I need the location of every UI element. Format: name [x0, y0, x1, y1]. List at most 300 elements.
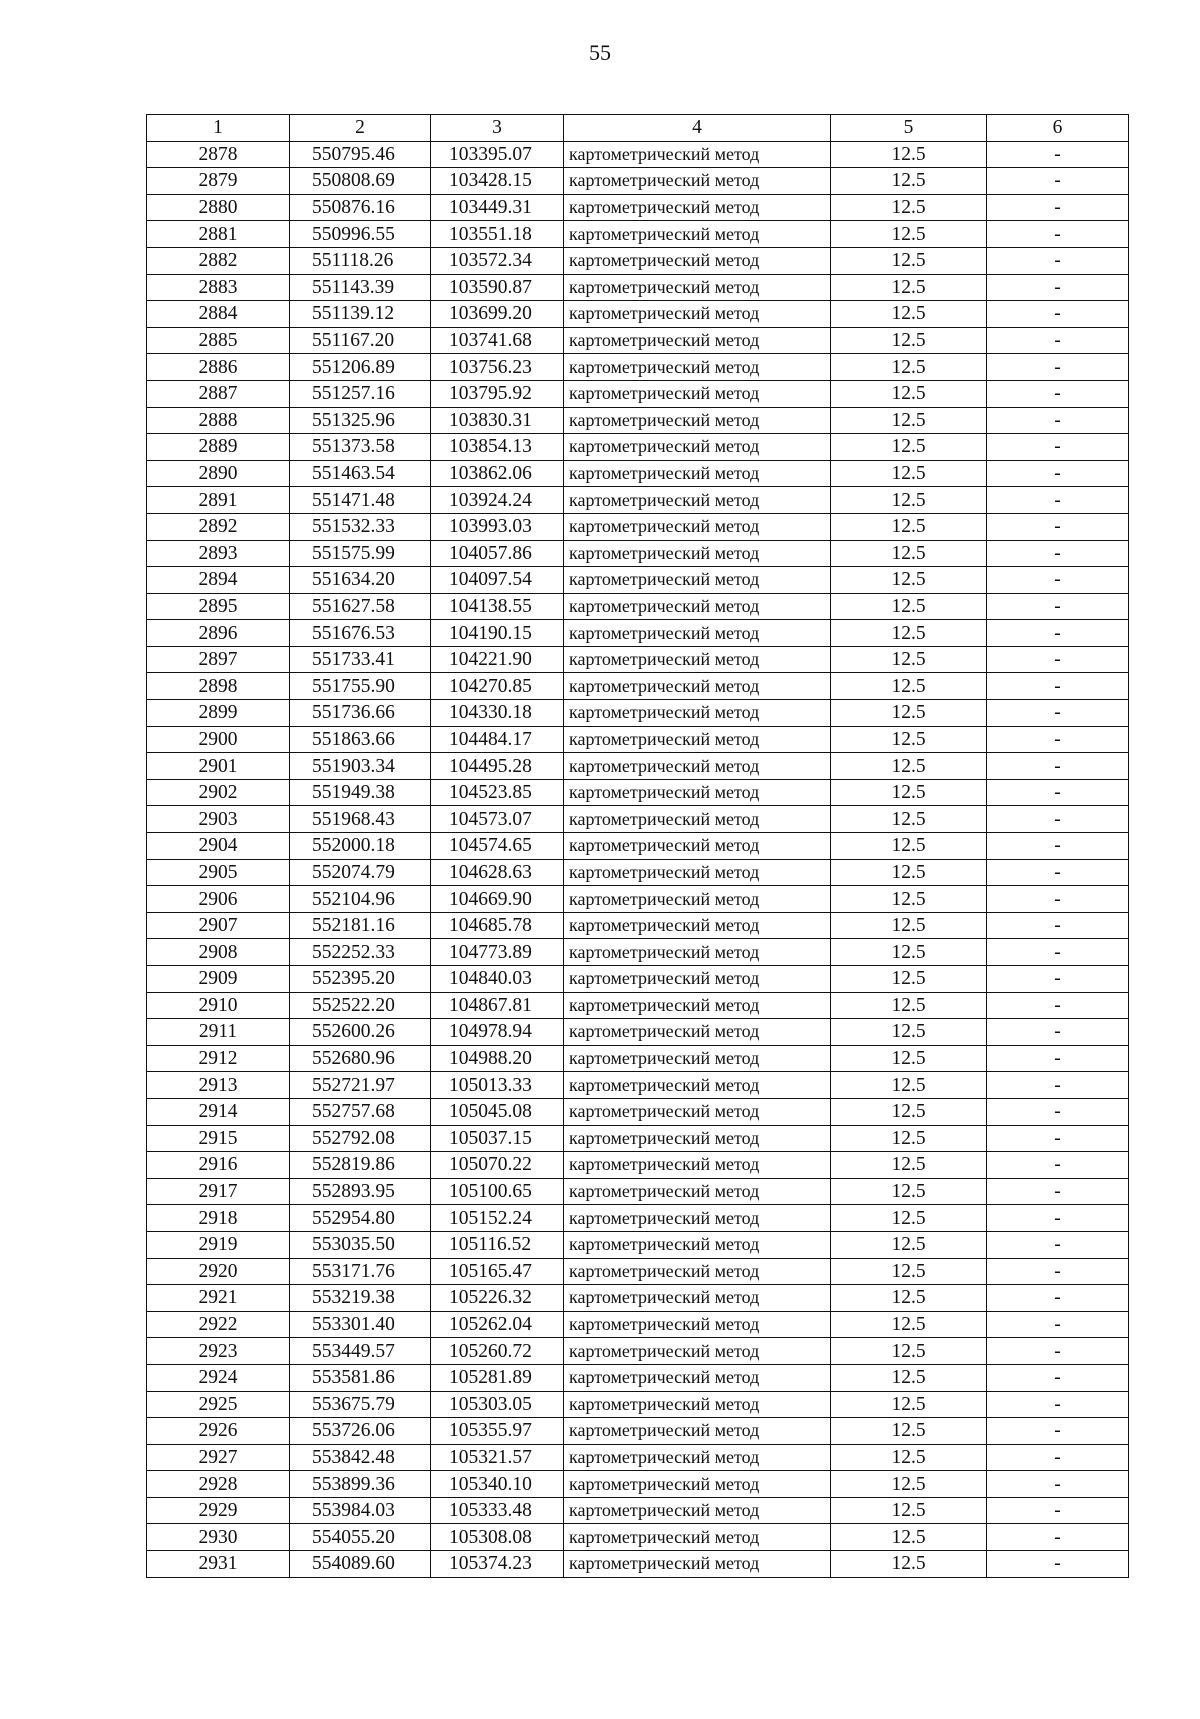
point-number-cell: 2878 — [147, 141, 290, 168]
table-row — [147, 540, 1129, 567]
table-row — [147, 1125, 1129, 1152]
point-number-cell: 2883 — [147, 274, 290, 301]
method-cell: картометрический метод — [564, 513, 831, 540]
method-cell: картометрический метод — [564, 992, 831, 1019]
method-cell: картометрический метод — [564, 593, 831, 620]
accuracy-cell: 12.5 — [831, 380, 987, 407]
x-coordinate-cell: 551118.26 — [290, 247, 431, 274]
accuracy-cell: 12.5 — [831, 620, 987, 647]
x-coordinate-cell: 551949.38 — [290, 779, 431, 806]
point-number-cell: 2915 — [147, 1125, 290, 1152]
note-cell: - — [987, 593, 1129, 620]
point-number-cell: 2879 — [147, 168, 290, 195]
table-row — [147, 460, 1129, 487]
x-coordinate-cell: 552104.96 — [290, 886, 431, 913]
method-cell: картометрический метод — [564, 1338, 831, 1365]
y-coordinate-cell: 104097.54 — [431, 567, 564, 594]
point-number-cell: 2919 — [147, 1231, 290, 1258]
y-coordinate-cell: 104330.18 — [431, 700, 564, 727]
note-cell: - — [987, 1231, 1129, 1258]
method-cell: картометрический метод — [564, 460, 831, 487]
x-coordinate-cell: 551733.41 — [290, 646, 431, 673]
note-cell: - — [987, 407, 1129, 434]
method-cell: картометрический метод — [564, 646, 831, 673]
point-number-cell: 2890 — [147, 460, 290, 487]
accuracy-cell: 12.5 — [831, 540, 987, 567]
point-number-cell: 2882 — [147, 247, 290, 274]
table-row — [147, 567, 1129, 594]
table-row — [147, 673, 1129, 700]
point-number-cell: 2907 — [147, 912, 290, 939]
y-coordinate-cell: 103862.06 — [431, 460, 564, 487]
table-body — [147, 141, 1129, 1577]
y-coordinate-cell: 104840.03 — [431, 966, 564, 993]
point-number-cell: 2928 — [147, 1471, 290, 1498]
y-coordinate-cell: 105116.52 — [431, 1231, 564, 1258]
note-cell: - — [987, 1205, 1129, 1232]
x-coordinate-cell: 552074.79 — [290, 859, 431, 886]
x-coordinate-cell: 552252.33 — [290, 939, 431, 966]
y-coordinate-cell: 105321.57 — [431, 1444, 564, 1471]
column-header-2: 2 — [290, 115, 431, 142]
accuracy-cell: 12.5 — [831, 779, 987, 806]
point-number-cell: 2898 — [147, 673, 290, 700]
x-coordinate-cell: 553842.48 — [290, 1444, 431, 1471]
y-coordinate-cell: 103590.87 — [431, 274, 564, 301]
accuracy-cell: 12.5 — [831, 859, 987, 886]
note-cell: - — [987, 221, 1129, 248]
method-cell: картометрический метод — [564, 1152, 831, 1179]
method-cell: картометрический метод — [564, 1364, 831, 1391]
note-cell: - — [987, 354, 1129, 381]
table-row — [147, 912, 1129, 939]
x-coordinate-cell: 553219.38 — [290, 1285, 431, 1312]
y-coordinate-cell: 105333.48 — [431, 1497, 564, 1524]
x-coordinate-cell: 551206.89 — [290, 354, 431, 381]
x-coordinate-cell: 554089.60 — [290, 1551, 431, 1578]
accuracy-cell: 12.5 — [831, 354, 987, 381]
point-number-cell: 2913 — [147, 1072, 290, 1099]
accuracy-cell: 12.5 — [831, 1471, 987, 1498]
note-cell: - — [987, 1045, 1129, 1072]
x-coordinate-cell: 552792.08 — [290, 1125, 431, 1152]
point-number-cell: 2902 — [147, 779, 290, 806]
y-coordinate-cell: 104221.90 — [431, 646, 564, 673]
y-coordinate-cell: 103428.15 — [431, 168, 564, 195]
x-coordinate-cell: 553301.40 — [290, 1311, 431, 1338]
table-row — [147, 966, 1129, 993]
table-row — [147, 1444, 1129, 1471]
accuracy-cell: 12.5 — [831, 992, 987, 1019]
method-cell: картометрический метод — [564, 1045, 831, 1072]
note-cell: - — [987, 1178, 1129, 1205]
y-coordinate-cell: 104978.94 — [431, 1019, 564, 1046]
table-row — [147, 992, 1129, 1019]
coordinates-table — [146, 114, 1129, 1578]
method-cell: картометрический метод — [564, 700, 831, 727]
x-coordinate-cell: 553449.57 — [290, 1338, 431, 1365]
method-cell: картометрический метод — [564, 380, 831, 407]
note-cell: - — [987, 1258, 1129, 1285]
point-number-cell: 2885 — [147, 327, 290, 354]
point-number-cell: 2924 — [147, 1364, 290, 1391]
x-coordinate-cell: 552819.86 — [290, 1152, 431, 1179]
table-row — [147, 859, 1129, 886]
accuracy-cell: 12.5 — [831, 194, 987, 221]
method-cell: картометрический метод — [564, 1285, 831, 1312]
method-cell: картометрический метод — [564, 1178, 831, 1205]
x-coordinate-cell: 551968.43 — [290, 806, 431, 833]
y-coordinate-cell: 103830.31 — [431, 407, 564, 434]
point-number-cell: 2896 — [147, 620, 290, 647]
accuracy-cell: 12.5 — [831, 141, 987, 168]
point-number-cell: 2908 — [147, 939, 290, 966]
point-number-cell: 2895 — [147, 593, 290, 620]
note-cell: - — [987, 1019, 1129, 1046]
note-cell: - — [987, 194, 1129, 221]
accuracy-cell: 12.5 — [831, 1205, 987, 1232]
x-coordinate-cell: 553899.36 — [290, 1471, 431, 1498]
point-number-cell: 2886 — [147, 354, 290, 381]
y-coordinate-cell: 103551.18 — [431, 221, 564, 248]
point-number-cell: 2888 — [147, 407, 290, 434]
method-cell: картометрический метод — [564, 1258, 831, 1285]
note-cell: - — [987, 1338, 1129, 1365]
note-cell: - — [987, 1444, 1129, 1471]
method-cell: картометрический метод — [564, 1391, 831, 1418]
y-coordinate-cell: 104773.89 — [431, 939, 564, 966]
y-coordinate-cell: 105374.23 — [431, 1551, 564, 1578]
note-cell: - — [987, 1285, 1129, 1312]
x-coordinate-cell: 551863.66 — [290, 726, 431, 753]
x-coordinate-cell: 551903.34 — [290, 753, 431, 780]
accuracy-cell: 12.5 — [831, 1285, 987, 1312]
point-number-cell: 2925 — [147, 1391, 290, 1418]
accuracy-cell: 12.5 — [831, 460, 987, 487]
point-number-cell: 2901 — [147, 753, 290, 780]
note-cell: - — [987, 1125, 1129, 1152]
x-coordinate-cell: 553581.86 — [290, 1364, 431, 1391]
y-coordinate-cell: 104573.07 — [431, 806, 564, 833]
accuracy-cell: 12.5 — [831, 726, 987, 753]
x-coordinate-cell: 551755.90 — [290, 673, 431, 700]
accuracy-cell: 12.5 — [831, 1497, 987, 1524]
accuracy-cell: 12.5 — [831, 327, 987, 354]
table-row — [147, 1497, 1129, 1524]
y-coordinate-cell: 103854.13 — [431, 434, 564, 461]
method-cell: картометрический метод — [564, 1497, 831, 1524]
y-coordinate-cell: 104685.78 — [431, 912, 564, 939]
accuracy-cell: 12.5 — [831, 912, 987, 939]
method-cell: картометрический метод — [564, 274, 831, 301]
method-cell: картометрический метод — [564, 1471, 831, 1498]
note-cell: - — [987, 939, 1129, 966]
method-cell: картометрический метод — [564, 1551, 831, 1578]
y-coordinate-cell: 104495.28 — [431, 753, 564, 780]
point-number-cell: 2892 — [147, 513, 290, 540]
method-cell: картометрический метод — [564, 1418, 831, 1445]
accuracy-cell: 12.5 — [831, 1311, 987, 1338]
point-number-cell: 2881 — [147, 221, 290, 248]
point-number-cell: 2903 — [147, 806, 290, 833]
note-cell: - — [987, 992, 1129, 1019]
column-header-4: 4 — [564, 115, 831, 142]
point-number-cell: 2889 — [147, 434, 290, 461]
accuracy-cell: 12.5 — [831, 513, 987, 540]
accuracy-cell: 12.5 — [831, 1338, 987, 1365]
table-row — [147, 407, 1129, 434]
method-cell: картометрический метод — [564, 1019, 831, 1046]
accuracy-cell: 12.5 — [831, 673, 987, 700]
note-cell: - — [987, 1098, 1129, 1125]
method-cell: картометрический метод — [564, 1098, 831, 1125]
y-coordinate-cell: 105226.32 — [431, 1285, 564, 1312]
accuracy-cell: 12.5 — [831, 567, 987, 594]
note-cell: - — [987, 274, 1129, 301]
x-coordinate-cell: 551634.20 — [290, 567, 431, 594]
table-row — [147, 1098, 1129, 1125]
note-cell: - — [987, 460, 1129, 487]
table-row — [147, 1471, 1129, 1498]
accuracy-cell: 12.5 — [831, 886, 987, 913]
accuracy-cell: 12.5 — [831, 221, 987, 248]
accuracy-cell: 12.5 — [831, 487, 987, 514]
point-number-cell: 2897 — [147, 646, 290, 673]
accuracy-cell: 12.5 — [831, 1125, 987, 1152]
accuracy-cell: 12.5 — [831, 1444, 987, 1471]
table-row — [147, 380, 1129, 407]
table-row — [147, 886, 1129, 913]
x-coordinate-cell: 551532.33 — [290, 513, 431, 540]
accuracy-cell: 12.5 — [831, 646, 987, 673]
point-number-cell: 2904 — [147, 833, 290, 860]
y-coordinate-cell: 103572.34 — [431, 247, 564, 274]
table-row — [147, 1418, 1129, 1445]
table-row — [147, 1524, 1129, 1551]
table-row — [147, 1285, 1129, 1312]
y-coordinate-cell: 105152.24 — [431, 1205, 564, 1232]
accuracy-cell: 12.5 — [831, 833, 987, 860]
method-cell: картометрический метод — [564, 886, 831, 913]
x-coordinate-cell: 552757.68 — [290, 1098, 431, 1125]
column-header-5: 5 — [831, 115, 987, 142]
point-number-cell: 2916 — [147, 1152, 290, 1179]
y-coordinate-cell: 104867.81 — [431, 992, 564, 1019]
y-coordinate-cell: 104574.65 — [431, 833, 564, 860]
point-number-cell: 2921 — [147, 1285, 290, 1312]
table-row — [147, 646, 1129, 673]
table-row — [147, 513, 1129, 540]
y-coordinate-cell: 103741.68 — [431, 327, 564, 354]
accuracy-cell: 12.5 — [831, 407, 987, 434]
method-cell: картометрический метод — [564, 1231, 831, 1258]
y-coordinate-cell: 103993.03 — [431, 513, 564, 540]
x-coordinate-cell: 550996.55 — [290, 221, 431, 248]
note-cell: - — [987, 301, 1129, 328]
table-row — [147, 301, 1129, 328]
method-cell: картометрический метод — [564, 247, 831, 274]
note-cell: - — [987, 912, 1129, 939]
method-cell: картометрический метод — [564, 1205, 831, 1232]
note-cell: - — [987, 886, 1129, 913]
accuracy-cell: 12.5 — [831, 966, 987, 993]
point-number-cell: 2927 — [147, 1444, 290, 1471]
point-number-cell: 2929 — [147, 1497, 290, 1524]
x-coordinate-cell: 550795.46 — [290, 141, 431, 168]
note-cell: - — [987, 806, 1129, 833]
x-coordinate-cell: 550876.16 — [290, 194, 431, 221]
method-cell: картометрический метод — [564, 1125, 831, 1152]
point-number-cell: 2891 — [147, 487, 290, 514]
method-cell: картометрический метод — [564, 966, 831, 993]
x-coordinate-cell: 552954.80 — [290, 1205, 431, 1232]
table-header-row — [147, 115, 1129, 142]
accuracy-cell: 12.5 — [831, 1551, 987, 1578]
note-cell: - — [987, 1524, 1129, 1551]
y-coordinate-cell: 105303.05 — [431, 1391, 564, 1418]
x-coordinate-cell: 551325.96 — [290, 407, 431, 434]
accuracy-cell: 12.5 — [831, 700, 987, 727]
point-number-cell: 2918 — [147, 1205, 290, 1232]
point-number-cell: 2899 — [147, 700, 290, 727]
accuracy-cell: 12.5 — [831, 1418, 987, 1445]
accuracy-cell: 12.5 — [831, 593, 987, 620]
table-row — [147, 1231, 1129, 1258]
method-cell: картометрический метод — [564, 354, 831, 381]
y-coordinate-cell: 105070.22 — [431, 1152, 564, 1179]
table-row — [147, 939, 1129, 966]
method-cell: картометрический метод — [564, 1444, 831, 1471]
table-row — [147, 1391, 1129, 1418]
x-coordinate-cell: 552181.16 — [290, 912, 431, 939]
column-header-6: 6 — [987, 115, 1129, 142]
x-coordinate-cell: 554055.20 — [290, 1524, 431, 1551]
note-cell: - — [987, 1364, 1129, 1391]
table-row — [147, 1205, 1129, 1232]
method-cell: картометрический метод — [564, 753, 831, 780]
note-cell: - — [987, 620, 1129, 647]
y-coordinate-cell: 105340.10 — [431, 1471, 564, 1498]
accuracy-cell: 12.5 — [831, 1072, 987, 1099]
note-cell: - — [987, 567, 1129, 594]
point-number-cell: 2926 — [147, 1418, 290, 1445]
point-number-cell: 2893 — [147, 540, 290, 567]
table-row — [147, 141, 1129, 168]
method-cell: картометрический метод — [564, 833, 831, 860]
accuracy-cell: 12.5 — [831, 1098, 987, 1125]
y-coordinate-cell: 105262.04 — [431, 1311, 564, 1338]
accuracy-cell: 12.5 — [831, 753, 987, 780]
x-coordinate-cell: 551471.48 — [290, 487, 431, 514]
y-coordinate-cell: 104190.15 — [431, 620, 564, 647]
note-cell: - — [987, 1311, 1129, 1338]
note-cell: - — [987, 779, 1129, 806]
x-coordinate-cell: 551139.12 — [290, 301, 431, 328]
table-row — [147, 1072, 1129, 1099]
point-number-cell: 2911 — [147, 1019, 290, 1046]
x-coordinate-cell: 552680.96 — [290, 1045, 431, 1072]
method-cell: картометрический метод — [564, 141, 831, 168]
method-cell: картометрический метод — [564, 221, 831, 248]
accuracy-cell: 12.5 — [831, 301, 987, 328]
accuracy-cell: 12.5 — [831, 806, 987, 833]
note-cell: - — [987, 646, 1129, 673]
point-number-cell: 2894 — [147, 567, 290, 594]
note-cell: - — [987, 1391, 1129, 1418]
table-row — [147, 806, 1129, 833]
note-cell: - — [987, 540, 1129, 567]
x-coordinate-cell: 551627.58 — [290, 593, 431, 620]
y-coordinate-cell: 105013.33 — [431, 1072, 564, 1099]
x-coordinate-cell: 551143.39 — [290, 274, 431, 301]
table-row — [147, 1364, 1129, 1391]
note-cell: - — [987, 327, 1129, 354]
y-coordinate-cell: 103924.24 — [431, 487, 564, 514]
y-coordinate-cell: 105037.15 — [431, 1125, 564, 1152]
note-cell: - — [987, 833, 1129, 860]
table-row — [147, 274, 1129, 301]
note-cell: - — [987, 859, 1129, 886]
method-cell: картометрический метод — [564, 673, 831, 700]
y-coordinate-cell: 105260.72 — [431, 1338, 564, 1365]
accuracy-cell: 12.5 — [831, 1391, 987, 1418]
table-row — [147, 221, 1129, 248]
note-cell: - — [987, 487, 1129, 514]
note-cell: - — [987, 1152, 1129, 1179]
note-cell: - — [987, 380, 1129, 407]
x-coordinate-cell: 551167.20 — [290, 327, 431, 354]
method-cell: картометрический метод — [564, 540, 831, 567]
point-number-cell: 2905 — [147, 859, 290, 886]
point-number-cell: 2912 — [147, 1045, 290, 1072]
method-cell: картометрический метод — [564, 806, 831, 833]
y-coordinate-cell: 104523.85 — [431, 779, 564, 806]
point-number-cell: 2910 — [147, 992, 290, 1019]
accuracy-cell: 12.5 — [831, 1019, 987, 1046]
x-coordinate-cell: 552600.26 — [290, 1019, 431, 1046]
note-cell: - — [987, 513, 1129, 540]
point-number-cell: 2920 — [147, 1258, 290, 1285]
y-coordinate-cell: 105045.08 — [431, 1098, 564, 1125]
accuracy-cell: 12.5 — [831, 1258, 987, 1285]
method-cell: картометрический метод — [564, 434, 831, 461]
accuracy-cell: 12.5 — [831, 1152, 987, 1179]
x-coordinate-cell: 551463.54 — [290, 460, 431, 487]
table-row — [147, 434, 1129, 461]
note-cell: - — [987, 700, 1129, 727]
y-coordinate-cell: 104138.55 — [431, 593, 564, 620]
table-row — [147, 1551, 1129, 1578]
note-cell: - — [987, 1471, 1129, 1498]
x-coordinate-cell: 551676.53 — [290, 620, 431, 647]
method-cell: картометрический метод — [564, 327, 831, 354]
note-cell: - — [987, 141, 1129, 168]
method-cell: картометрический метод — [564, 939, 831, 966]
x-coordinate-cell: 552721.97 — [290, 1072, 431, 1099]
note-cell: - — [987, 673, 1129, 700]
point-number-cell: 2917 — [147, 1178, 290, 1205]
table-row — [147, 833, 1129, 860]
y-coordinate-cell: 105281.89 — [431, 1364, 564, 1391]
table-row — [147, 1258, 1129, 1285]
column-header-1: 1 — [147, 115, 290, 142]
y-coordinate-cell: 105100.65 — [431, 1178, 564, 1205]
accuracy-cell: 12.5 — [831, 247, 987, 274]
accuracy-cell: 12.5 — [831, 1231, 987, 1258]
y-coordinate-cell: 103795.92 — [431, 380, 564, 407]
x-coordinate-cell: 550808.69 — [290, 168, 431, 195]
method-cell: картометрический метод — [564, 1311, 831, 1338]
